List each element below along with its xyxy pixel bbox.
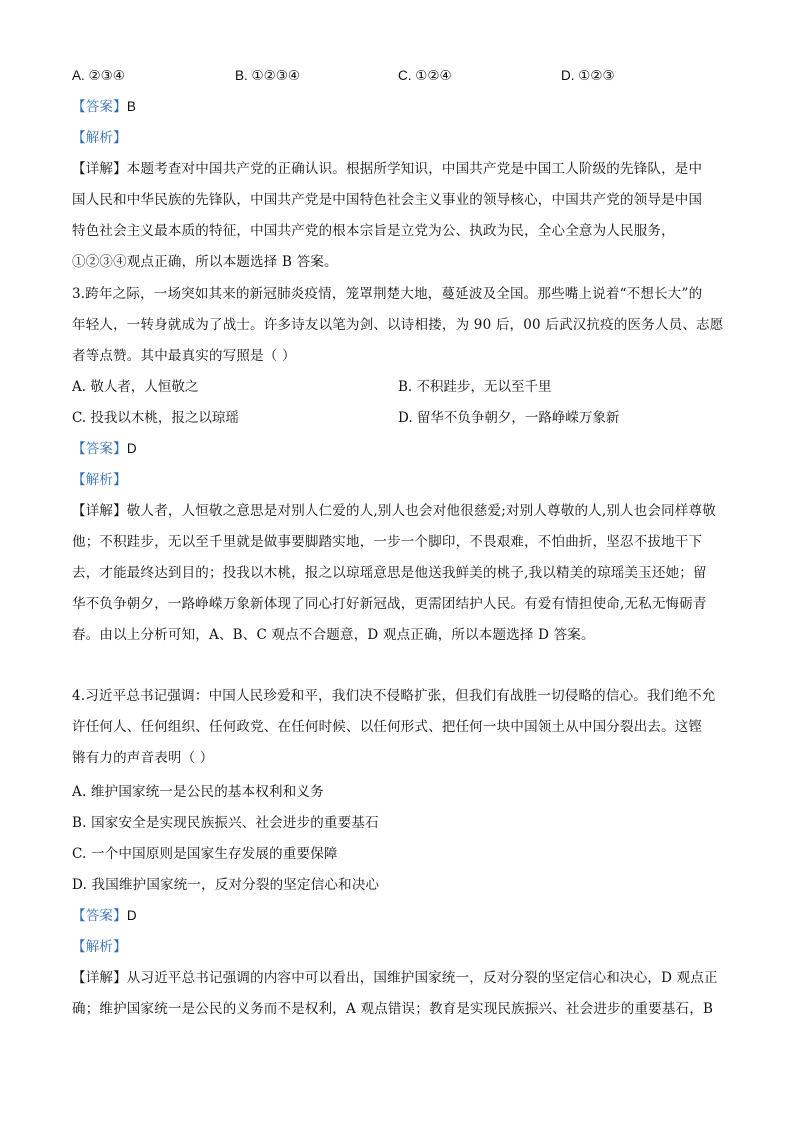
q2-detail-line-2: 国人民和中华民族的先锋队，中国共产党是中国特色社会主义事业的领导核心，中国共产党的领导是中国 bbox=[72, 192, 703, 208]
q3-detail-line-1: 【详解】敬人者，人恒敬之意思是对别人仁爱的人,别人也会对他很慈爱;对别人尊敬的人,别人也会同样尊敬 bbox=[72, 503, 716, 519]
q2-option-a: A. ②③④ bbox=[72, 68, 125, 83]
answer-tag: 【答案】 bbox=[72, 99, 127, 115]
q2-detail-line-4: ①②③④观点正确，所以本题选择 B 答案。 bbox=[72, 254, 338, 270]
answer-value: B bbox=[126, 99, 137, 114]
q2-detail-line-1: 【详解】本题考查对中国共产党的正确认识。根据所学知识，中国共产党是中国工人阶级的先锋队，是中 bbox=[72, 161, 703, 177]
answer-tag: 【答案】 bbox=[72, 441, 127, 457]
q4-option-b: B. 国家安全是实现民族振兴、社会进步的重要基石 bbox=[72, 815, 379, 831]
answer-value: D bbox=[126, 908, 137, 923]
q3-option-b: B. 不积跬步，无以至千里 bbox=[398, 379, 552, 395]
q3-option-d: D. 留华不负争朝夕，一路峥嵘万象新 bbox=[398, 410, 620, 426]
q4-option-a: A. 维护国家统一是公民的基本权利和义务 bbox=[72, 784, 324, 800]
q3-analysis-tag: 【解析】 bbox=[72, 472, 127, 488]
q4-stem-line-1: 4.习近平总书记强调：中国人民珍爱和平，我们决不侵略扩张，但我们有战胜一切侵略的信心。我们绝不允 bbox=[72, 688, 716, 704]
q4-detail-line-2: 确；维护国家统一是公民的义务而不是权利，A 观点错误；教育是实现民族振兴、社会进步的重要基石，B bbox=[72, 1001, 714, 1017]
q2-option-c: C. ①②④ bbox=[398, 68, 452, 83]
q4-answer bbox=[72, 906, 724, 926]
q3-stem-line-3: 者等点赞。其中最真实的写照是（ ） bbox=[72, 348, 296, 364]
q2-answer bbox=[72, 97, 724, 117]
answer-tag: 【答案】 bbox=[72, 908, 127, 924]
q3-answer bbox=[72, 439, 724, 459]
q3-detail-line-4: 华不负争朝夕，一路峥嵘万象新体现了同心打好新冠战，更需团结护人民。有爱有情担使命,无私无悔砺青 bbox=[72, 596, 707, 612]
q3-detail-line-5: 春。由以上分析可知，A、B、C 观点不合题意，D 观点正确，所以本题选择 D 答案。 bbox=[72, 627, 595, 643]
q4-stem-line-3: 锵有力的声音表明（ ） bbox=[72, 750, 214, 766]
q3-option-c: C. 投我以木桃，报之以琼瑶 bbox=[72, 410, 239, 426]
q2-option-b: B. ①②③④ bbox=[235, 68, 300, 83]
q3-options-row-1 bbox=[72, 377, 724, 397]
q3-detail-line-2: 他；不积跬步，无以至千里就是做事要脚踏实地，一步一个脚印，不畏艰难，不怕曲折，坚忍不拔地干下 bbox=[72, 534, 703, 550]
answer-value: D bbox=[126, 441, 137, 456]
q2-analysis-tag: 【解析】 bbox=[72, 130, 127, 146]
q3-detail-line-3: 去，才能最终达到目的；投我以木桃，报之以琼瑶意思是他送我鲜美的桃子,我以精美的琼瑶美玉还她；留 bbox=[72, 565, 707, 581]
q3-option-a: A. 敬人者，人恒敬之 bbox=[72, 379, 199, 395]
q2-detail-line-3: 特色社会主义最本质的特征，中国共产党的根本宗旨是立党为公、执政为民，全心全意为人民服务， bbox=[72, 223, 675, 239]
q3-stem-line-2: 年轻人，一转身就成为了战士。许多诗友以笔为剑、以诗相搂，为 90 后，00 后武汉抗疫的医务人员、志愿 bbox=[72, 317, 724, 333]
q2-option-d: D. ①②③ bbox=[561, 68, 615, 83]
q3-options-row-2 bbox=[72, 408, 724, 428]
q4-analysis-tag: 【解析】 bbox=[72, 939, 127, 955]
q2-options bbox=[72, 66, 724, 86]
q4-option-c: C. 一个中国原则是国家生存发展的重要保障 bbox=[72, 846, 338, 862]
q3-stem-line-1: 3.跨年之际，一场突如其来的新冠肺炎疫情，笼罩荆楚大地，蔓延波及全国。那些嘴上说着“不想长大”的 bbox=[72, 286, 703, 302]
q4-stem-line-2: 许任何人、任何组织、任何政党、在任何时候、以任何形式、把任何一块中国领土从中国分裂出去。这铿 bbox=[72, 719, 703, 735]
q4-detail-line-1: 【详解】从习近平总书记强调的内容中可以看出，国维护国家统一，反对分裂的坚定信心和决心，D 观点正 bbox=[72, 970, 718, 986]
q4-option-d: D. 我国维护国家统一，反对分裂的坚定信心和决心 bbox=[72, 877, 380, 893]
